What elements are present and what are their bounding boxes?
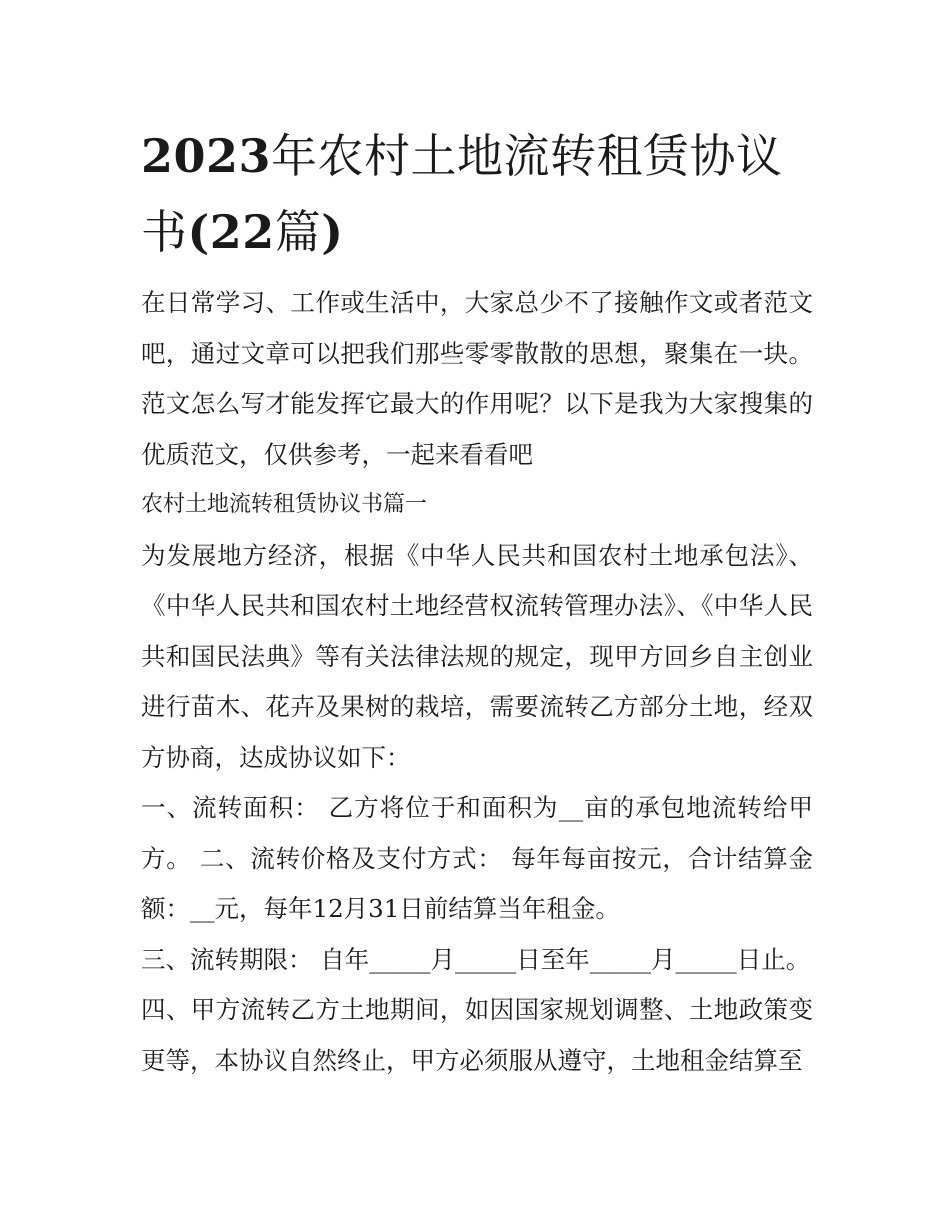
section-heading: 农村土地流转租赁协议书篇一 bbox=[141, 492, 428, 517]
preamble-paragraph: 为发展地方经济，根据《中华人民共和国农村土地承包法》、《中华人民共和国农村土地经营权流转管理办法》、《中华人民共和国民法典》等有关法律法规的规定，现甲方回乡自主创业进行苗木、花卉及果树的栽培，需要流转乙方部分土地，经双方协商，达成协议如下： bbox=[141, 540, 813, 772]
intro-paragraph: 在日常学习、工作或生活中，大家总少不了接触作文或者范文吧，通过文章可以把我们那些零零散散的思想，聚集在一块。范文怎么写才能发挥它最大的作用呢？以下是我为大家搜集的优质范文，仅供参考，一起来看看吧 bbox=[141, 288, 813, 469]
title-latin-run: (22 bbox=[187, 205, 275, 259]
title-latin-run: ) bbox=[321, 205, 344, 259]
clause-area-price-paragraph: 一、流转面积： 乙方将位于和面积为__亩的承包地流转给甲方。 二、流转价格及支付方式： 每年每亩按元，合计结算金额：__元，每年12月31日前结算当年租金。 bbox=[141, 793, 813, 923]
clause-termination-paragraph: 四、甲方流转乙方土地期间，如因国家规划调整、土地政策变更等，本协议自然终止，甲方必须服从遵守，土地租金结算至 bbox=[141, 995, 813, 1075]
document-body bbox=[141, 278, 813, 1086]
document-page bbox=[141, 118, 813, 1086]
title-cjk-run: 年农村土地流转租赁协议书 bbox=[141, 129, 783, 259]
document-title bbox=[141, 118, 813, 270]
title-cjk-run: 篇 bbox=[274, 205, 322, 259]
title-latin-run: 2023 bbox=[141, 129, 272, 183]
clause-term-paragraph: 三、流转期限： 自年_____月_____日至年_____月_____日止。 bbox=[141, 944, 811, 974]
